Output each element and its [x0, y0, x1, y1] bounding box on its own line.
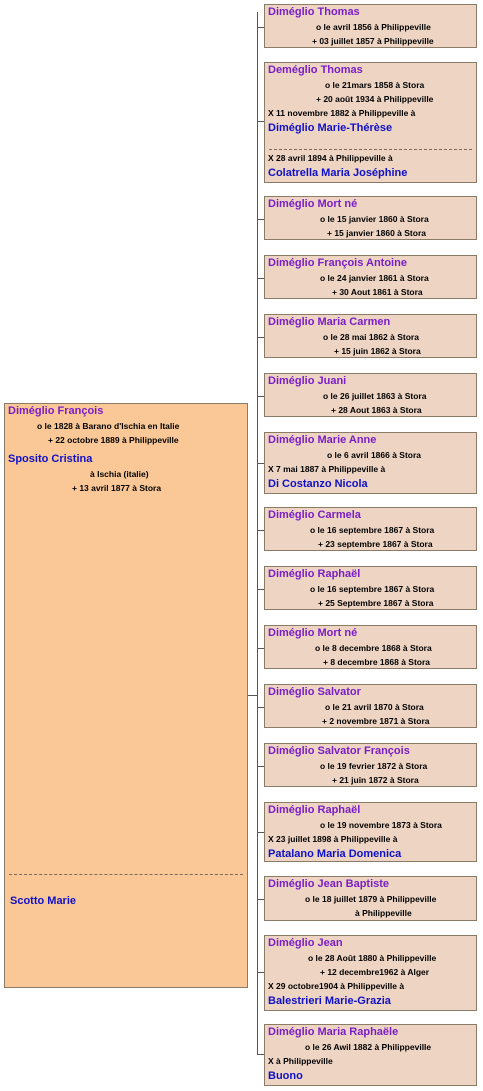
connector-tick — [257, 589, 264, 590]
child-box — [264, 314, 477, 358]
mother2-name[interactable]: Scotto Marie — [10, 895, 77, 907]
child-box — [264, 373, 477, 417]
child-spouse-2[interactable]: Colatrella Maria Joséphine — [268, 167, 408, 179]
child-name[interactable]: Diméglio Maria Carmen — [268, 316, 391, 328]
connector-tick — [257, 27, 264, 28]
child-box — [264, 1024, 477, 1086]
child-name[interactable]: Diméglio Mort né — [268, 198, 358, 210]
child-name[interactable]: Diméglio Raphaël — [268, 804, 361, 816]
connector-tick — [257, 766, 264, 767]
child-name[interactable]: Diméglio Salvator — [268, 686, 361, 698]
connector-tick — [257, 219, 264, 220]
child-birth: o le 26 Awil 1882 à Philippeville — [305, 1042, 432, 1052]
child-name[interactable]: Deméglio Thomas — [268, 64, 363, 76]
child-birth: o le 21mars 1858 à Stora — [325, 80, 425, 90]
child-name[interactable]: Diméglio François Antoine — [268, 257, 407, 269]
connector-tick — [257, 899, 264, 900]
child-birth: o le 28 mai 1862 à Stora — [323, 332, 419, 342]
child-name[interactable]: Diméglio Thomas — [268, 6, 360, 18]
connector-tick — [257, 121, 264, 122]
child-death: + 21 juin 1872 à Stora — [332, 775, 419, 785]
child-death: + 8 decembre 1868 à Stora — [323, 657, 431, 667]
spouse-divider — [9, 874, 243, 875]
child-death: + 20 août 1934 à Philippeville — [316, 94, 434, 104]
child-name[interactable]: Diméglio Jean — [268, 937, 343, 949]
child-death: + 28 Aout 1863 à Stora — [331, 405, 422, 415]
connector-tick — [257, 832, 264, 833]
connector-tick — [257, 463, 264, 464]
child-box — [264, 432, 477, 494]
parents-box — [4, 403, 248, 988]
child-box — [264, 507, 477, 551]
child-death: + 15 juin 1862 à Stora — [334, 346, 421, 356]
child-birth: o le 19 fevrier 1872 à Stora — [320, 761, 428, 771]
child-name[interactable]: Diméglio Juani — [268, 375, 347, 387]
child-name[interactable]: Diméglio Mort né — [268, 627, 358, 639]
child-spouse[interactable]: Di Costanzo Nicola — [268, 478, 368, 490]
child-birth: o le avril 1856 à Philippeville — [316, 22, 431, 32]
child-marriage-1: X 11 novembre 1882 à Philippeville à — [268, 108, 416, 118]
child-birth: o le 15 janvier 1860 à Stora — [320, 214, 429, 224]
child-death: + 03 juillet 1857 à Philippeville — [312, 36, 434, 46]
child-birth: o le 24 janvier 1861 à Stora — [320, 273, 429, 283]
connector-tick — [257, 648, 264, 649]
child-birth: o le 16 septembre 1867 à Stora — [310, 525, 435, 535]
mother1-birth: à Ischia (italie) — [90, 469, 149, 479]
marriage-divider — [269, 149, 472, 150]
child-spouse[interactable]: Buono — [268, 1070, 303, 1082]
tree-connector-parent — [248, 695, 257, 696]
child-birth: o le 8 decembre 1868 à Stora — [315, 643, 432, 653]
father-birth: o le 1828 à Barano d'Ischia en Italie — [37, 421, 180, 431]
child-death: + 30 Aout 1861 à Stora — [332, 287, 423, 297]
child-spouse[interactable]: Balestrieri Marie-Grazia — [268, 995, 391, 1007]
child-birth: o le 18 juillet 1879 à Philippeville — [305, 894, 437, 904]
child-spouse[interactable]: Patalano Maria Domenica — [268, 848, 402, 860]
child-name[interactable]: Diméglio Marie Anne — [268, 434, 377, 446]
connector-tick — [257, 972, 264, 973]
connector-tick — [257, 530, 264, 531]
child-name[interactable]: Diméglio Maria Raphaële — [268, 1026, 399, 1038]
child-box — [264, 566, 477, 610]
connector-tick — [257, 1054, 264, 1055]
child-box — [264, 625, 477, 669]
child-box — [264, 743, 477, 787]
connector-tick — [257, 707, 264, 708]
child-name[interactable]: Diméglio Jean Baptiste — [268, 878, 390, 890]
child-death: + 23 septembre 1867 à Stora — [318, 539, 433, 549]
child-death: + 15 janvier 1860 à Stora — [327, 228, 426, 238]
child-marriage: X à Philippeville — [268, 1056, 333, 1066]
child-spouse-1[interactable]: Diméglio Marie-Thérèse — [268, 122, 393, 134]
child-box — [264, 255, 477, 299]
child-name[interactable]: Diméglio Raphaël — [268, 568, 361, 580]
child-box — [264, 62, 477, 183]
child-marriage-2: X 28 avril 1894 à Philippeville à — [268, 153, 393, 163]
child-death: + 12 decembre1962 à Alger — [320, 967, 430, 977]
child-box — [264, 935, 477, 1011]
child-box — [264, 802, 477, 862]
child-name[interactable]: Diméglio Carmela — [268, 509, 361, 521]
child-death: + 25 Septembre 1867 à Stora — [318, 598, 434, 608]
child-marriage: X 29 octobre1904 à Philippeville à — [268, 981, 405, 991]
father-death: + 22 octobre 1889 à Philippeville — [48, 435, 179, 445]
mother1-name[interactable]: Sposito Cristina — [8, 453, 93, 465]
child-box — [264, 4, 477, 48]
child-marriage: X 23 juillet 1898 à Philippeville à — [268, 834, 398, 844]
child-box — [264, 684, 477, 728]
child-birth: o le 6 avril 1866 à Stora — [327, 450, 422, 460]
child-birth: o le 19 novembre 1873 à Stora — [320, 820, 442, 830]
connector-tick — [257, 337, 264, 338]
child-name[interactable]: Diméglio Salvator François — [268, 745, 410, 757]
child-birth: o le 28 Août 1880 à Philippeville — [308, 953, 437, 963]
connector-tick — [257, 278, 264, 279]
child-birth: o le 26 juillet 1863 à Stora — [323, 391, 427, 401]
mother1-death: + 13 avril 1877 à Stora — [72, 483, 162, 493]
child-box — [264, 196, 477, 240]
child-box — [264, 876, 477, 921]
child-birth: o le 21 avril 1870 à Stora — [325, 702, 424, 712]
connector-tick — [257, 396, 264, 397]
father-name[interactable]: Diméglio François — [8, 405, 104, 417]
child-marriage: X 7 mai 1887 à Philippeville à — [268, 464, 386, 474]
child-death: + 2 novembre 1871 à Stora — [322, 716, 430, 726]
child-birthplace: à Philippeville — [355, 908, 412, 918]
child-birth: o le 16 septembre 1867 à Stora — [310, 584, 435, 594]
